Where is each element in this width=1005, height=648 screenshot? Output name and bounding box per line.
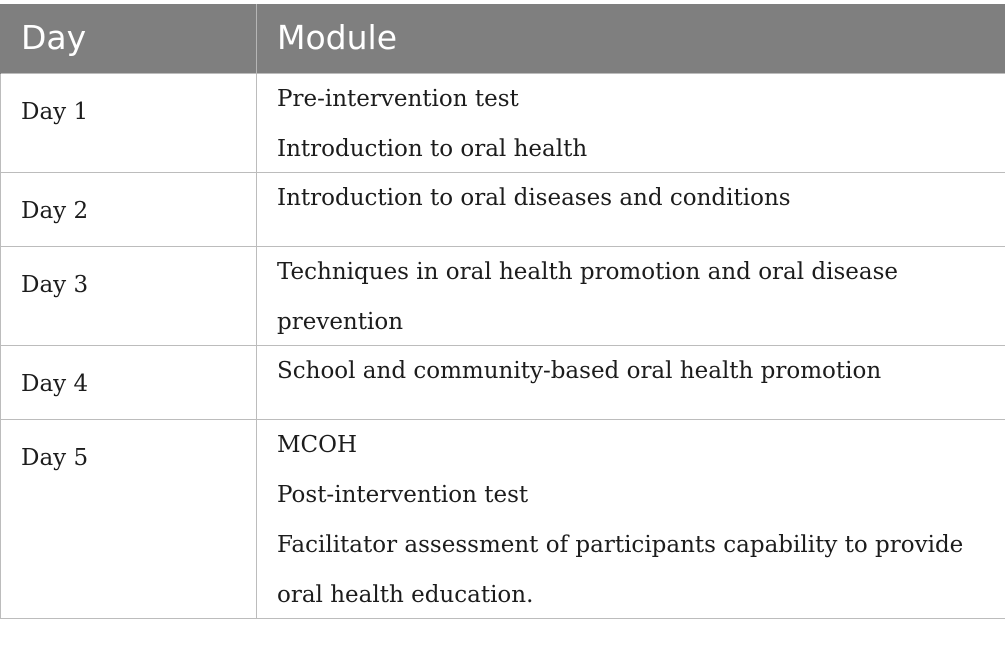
day-cell: Day 2 xyxy=(1,172,257,246)
module-cell xyxy=(257,246,1005,345)
module-line: Techniques in oral health promotion and oral disease xyxy=(277,258,899,285)
module-cell xyxy=(257,73,1005,172)
module-line: School and community-based oral health promotion xyxy=(277,357,882,384)
day-cell: Day 1 xyxy=(1,73,257,172)
header-module: Module xyxy=(257,4,1005,73)
module-line: oral health education. xyxy=(277,581,534,608)
table-row xyxy=(1,73,1005,172)
table-row xyxy=(1,345,1005,419)
table-header xyxy=(1,4,1005,73)
module-cell xyxy=(257,419,1005,618)
day-cell: Day 5 xyxy=(1,419,257,618)
day-cell: Day 4 xyxy=(1,345,257,419)
day-cell: Day 3 xyxy=(1,246,257,345)
module-line: MCOH xyxy=(277,431,358,458)
module-line: Post-intervention test xyxy=(277,481,529,508)
module-line: Pre-intervention test xyxy=(277,85,519,112)
table-row xyxy=(1,172,1005,246)
module-cell xyxy=(257,345,1005,419)
module-cell xyxy=(257,172,1005,246)
module-line: Introduction to oral health xyxy=(277,135,588,162)
table-row xyxy=(1,246,1005,345)
module-line: Introduction to oral diseases and conditions xyxy=(277,184,791,211)
module-schedule-table xyxy=(0,4,1005,619)
module-line: prevention xyxy=(277,308,404,335)
header-day: Day xyxy=(1,4,257,73)
module-line: Facilitator assessment of participants capability to provide xyxy=(277,531,964,558)
table-body xyxy=(1,73,1005,618)
header-row xyxy=(1,4,1005,73)
table-row xyxy=(1,419,1005,618)
